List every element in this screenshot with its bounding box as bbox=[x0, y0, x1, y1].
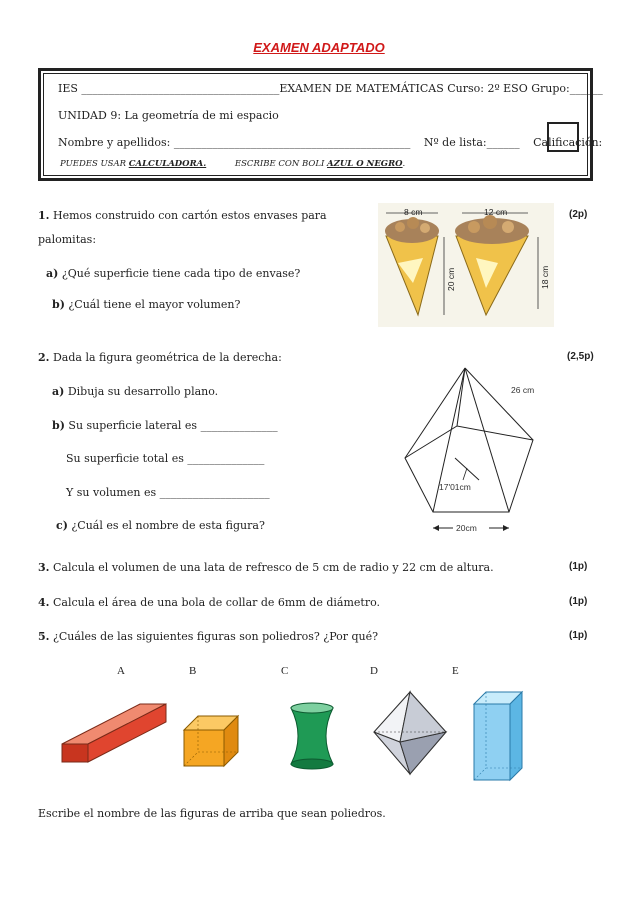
q1-a-label: a) bbox=[46, 267, 59, 280]
q2-b2-text: Su superficie total es ______________ bbox=[66, 452, 265, 465]
header-note bbox=[60, 159, 405, 169]
q4-text-line bbox=[38, 596, 380, 609]
base-side-label: 20cm bbox=[456, 523, 477, 533]
q2-c-text: ¿Cuál es el nombre de esta figura? bbox=[71, 519, 265, 532]
header-line-name bbox=[58, 136, 602, 149]
cone2-width-label: 12 cm bbox=[484, 207, 508, 217]
q2-a-text: Dibuja su desarrollo plano. bbox=[67, 385, 219, 398]
q1-text-line2: palomitas: bbox=[38, 233, 97, 246]
figure-letter-d: D bbox=[370, 665, 378, 677]
q4-text: Calcula el área de una bola de collar de 6mm de diámetro. bbox=[52, 596, 381, 609]
q3-text: Calcula el volumen de una lata de refresco de 5 cm de radio y 22 cm de altura. bbox=[52, 561, 494, 574]
figure-e-tall-prism bbox=[470, 690, 526, 782]
figure-a-rectangular-prism bbox=[60, 700, 170, 766]
q2-a bbox=[52, 385, 218, 398]
q2-b-text: Su superficie lateral es ______________ bbox=[68, 419, 278, 432]
q5-footer-instruction: Escribe el nombre de las figuras de arriba que sean poliedros. bbox=[38, 807, 386, 820]
q5-points: (1p) bbox=[569, 630, 588, 641]
q3-text-line bbox=[38, 561, 494, 574]
name-field: Nombre y apellidos: ___________________________________________ bbox=[58, 136, 411, 149]
figure-letter-b: B bbox=[189, 665, 197, 677]
popcorn-cones-figure bbox=[378, 203, 554, 327]
q1-text-line1 bbox=[38, 209, 327, 222]
header-line-school: IES ____________________________________EXAMEN DE MATEMÁTICAS Curso: 2º ESO Grupo:______ bbox=[58, 82, 603, 95]
figure-letter-a: A bbox=[117, 665, 125, 677]
q2-c bbox=[56, 519, 265, 532]
note-calc: CALCULADORA. bbox=[128, 159, 207, 169]
q1-b bbox=[52, 298, 240, 311]
q5-text: ¿Cuáles de las siguientes figuras son poliedros? ¿Por qué? bbox=[52, 630, 379, 643]
note-pen: AZUL O NEGRO bbox=[327, 159, 403, 169]
q3-points: (1p) bbox=[569, 561, 588, 572]
grade-box bbox=[547, 122, 579, 152]
apothem-label: 17'01cm bbox=[439, 482, 471, 492]
figure-b-cube bbox=[180, 712, 244, 768]
q1-a-text: ¿Qué superficie tiene cada tipo de envase? bbox=[61, 267, 301, 280]
q2-text: Dada la figura geométrica de la derecha: bbox=[52, 351, 282, 364]
q2-c-label: c) bbox=[56, 519, 68, 532]
q2-points: (2,5p) bbox=[567, 351, 594, 362]
exam-header-box bbox=[38, 68, 603, 181]
q4-number: 4. bbox=[38, 596, 50, 609]
grade-label: Calificación: bbox=[533, 136, 603, 149]
q2-a-label: a) bbox=[52, 385, 65, 398]
pentagonal-pyramid-figure bbox=[393, 362, 553, 540]
list-number-field: Nº de lista:______ bbox=[423, 136, 520, 149]
q1-number: 1. bbox=[38, 209, 50, 222]
q4-points: (1p) bbox=[569, 596, 588, 607]
q5-text-line bbox=[38, 630, 378, 643]
figure-letter-c: C bbox=[281, 665, 289, 677]
q1-a bbox=[46, 267, 300, 280]
exam-header-inner bbox=[43, 73, 603, 176]
q5-number: 5. bbox=[38, 630, 50, 643]
q2-number: 2. bbox=[38, 351, 50, 364]
q3-number: 3. bbox=[38, 561, 50, 574]
q1-b-label: b) bbox=[52, 298, 65, 311]
cone1-height-label: 20 cm bbox=[446, 267, 456, 291]
note-calc-prefix: PUEDES USAR bbox=[60, 159, 129, 169]
page-title: EXAMEN ADAPTADO bbox=[253, 40, 385, 55]
q1-text: Hemos construido con cartón estos envases para bbox=[52, 209, 327, 222]
edge-length-label: 26 cm bbox=[511, 385, 535, 395]
header-line-unit: UNIDAD 9: La geometría de mi espacio bbox=[58, 109, 279, 122]
figure-c-hyperboloid bbox=[287, 700, 337, 772]
figure-d-octahedron bbox=[370, 690, 450, 776]
q2-text-line bbox=[38, 351, 282, 364]
q2-b bbox=[52, 419, 278, 432]
note-pen-suffix: . bbox=[402, 159, 406, 169]
cone2-height-label: 18 cm bbox=[540, 265, 550, 289]
cone1-width-label: 8 cm bbox=[404, 207, 423, 217]
q2-b-label: b) bbox=[52, 419, 65, 432]
q1-b-text: ¿Cuál tiene el mayor volumen? bbox=[68, 298, 241, 311]
q1-points: (2p) bbox=[569, 209, 588, 220]
q2-b3-text: Y su volumen es ____________________ bbox=[66, 486, 270, 499]
note-pen-prefix: ESCRIBE CON BOLI bbox=[234, 159, 328, 169]
figure-letter-e: E bbox=[452, 665, 459, 677]
